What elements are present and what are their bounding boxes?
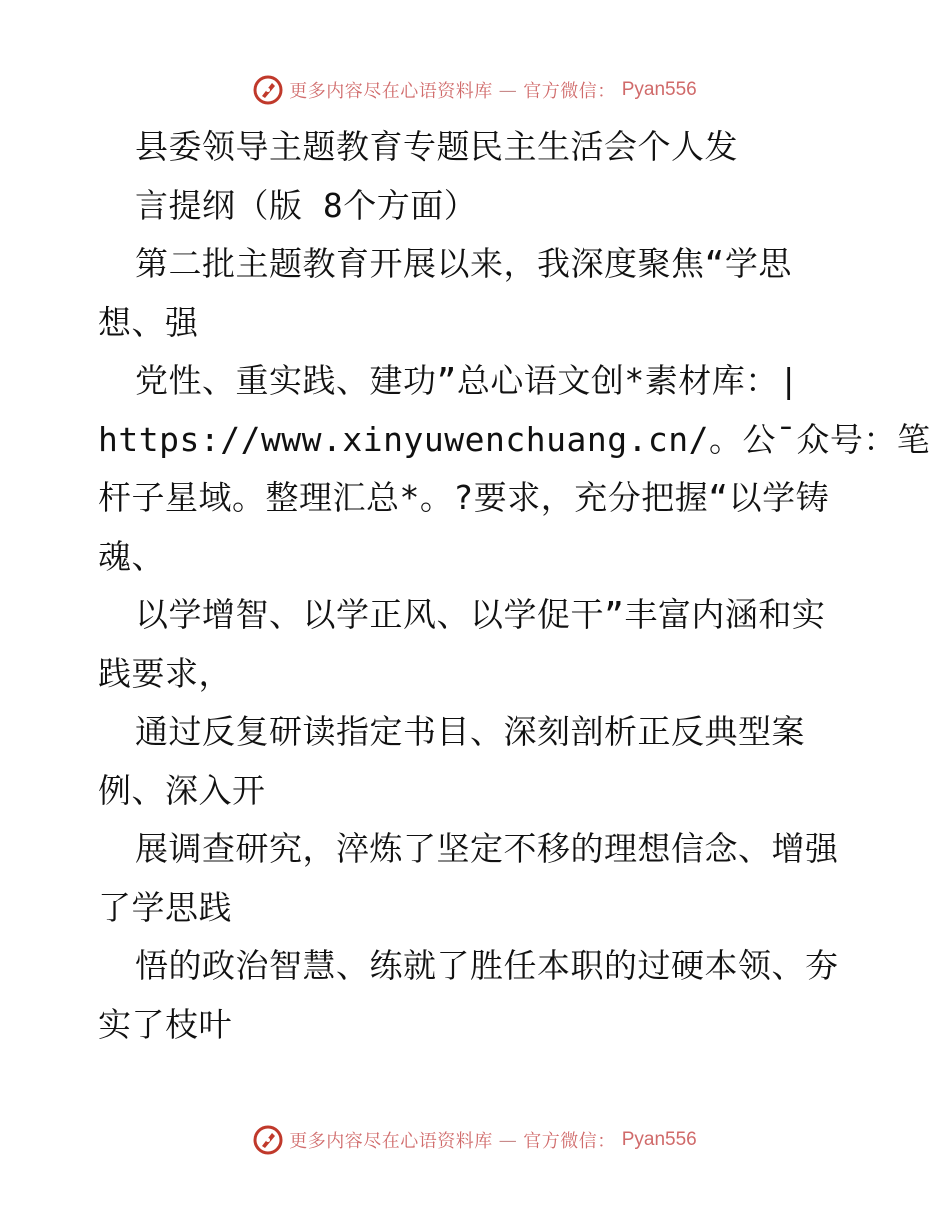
paragraph-line: 魂、 [98, 536, 165, 576]
paragraph-line: 展调查研究，淬炼了坚定不移的理想信念、增强 [135, 829, 839, 868]
watermark-wechat-id: Pyan556 [621, 1129, 697, 1150]
paragraph-line: 杆子星域。整理汇总*。?要求，充分把握“以学铸 [98, 478, 830, 517]
watermark-text: 更多内容尽在心语资料库 [289, 1131, 493, 1152]
paragraph-line: 第二批主题教育开展以来，我深度聚焦“学思 [135, 244, 792, 283]
watermark-separator: — [498, 1129, 518, 1151]
paragraph-line: 实了枝叶 [98, 1004, 232, 1044]
watermark-wechat-id: Pyan556 [621, 79, 697, 100]
watermark-text: 更多内容尽在心语资料库 [289, 81, 493, 102]
document-title-line-2: 言提纲（版 8个方面） [135, 185, 478, 225]
pen-nib-logo-icon [253, 75, 283, 105]
watermark-separator: — [498, 79, 518, 101]
watermark-wechat-label: 官方微信： [523, 1131, 616, 1152]
paragraph-line-url: https://www.xinyuwenchuang.cn/。公¯众号：笔 [98, 419, 931, 459]
paragraph-line: 了学思践 [98, 887, 232, 927]
paragraph-line: 悟的政治智慧、练就了胜任本职的过硬本领、夯 [135, 946, 839, 985]
paragraph-line: 党性、重实践、建功”总心语文创*素材库：| [135, 361, 800, 400]
paragraph-line: 践要求， [98, 653, 232, 693]
document-title-line-1: 县委领导主题教育专题民主生活会个人发 [135, 127, 738, 166]
paragraph-line: 例、深入开 [98, 770, 266, 810]
pen-nib-logo-icon [253, 1125, 283, 1155]
document-body [98, 118, 931, 1054]
header-watermark-banner [0, 70, 950, 110]
watermark-wechat-label: 官方微信： [523, 81, 616, 102]
paragraph-line: 以学增智、以学正风、以学促干”丰富内涵和实 [135, 595, 826, 634]
paragraph-line: 通过反复研读指定书目、深刻剖析正反典型案 [135, 712, 805, 751]
paragraph-line: 想、强 [98, 302, 199, 342]
footer-watermark-banner [0, 1120, 950, 1160]
